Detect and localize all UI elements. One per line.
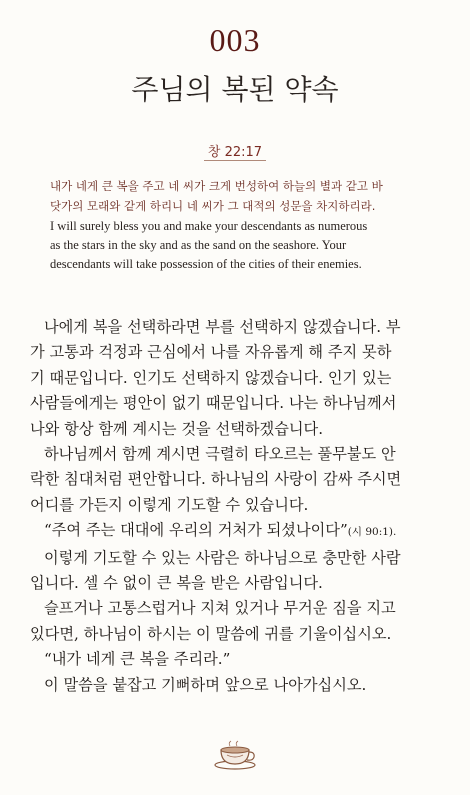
verse-english-line: as the stars in the sky and as the sand on the seashore. Your: [50, 238, 347, 252]
body-line: 나와 항상 함께 계시는 것을 선택하겠습니다.: [30, 419, 324, 438]
verse-english-line: descendants will take possession of the cities of their enemies.: [50, 257, 362, 271]
body-line: 슬프거나 고통스럽거나 지쳐 있거나 무거운 짐을 지고: [44, 599, 396, 618]
body-line: 사람들에게는 평안이 없기 때문입니다. 나는 하나님께서: [30, 394, 397, 413]
body-line: 이 말씀을 붙잡고 기뻐하며 앞으로 나아가십시오.: [44, 675, 367, 694]
coffee-cup-icon: [213, 740, 257, 770]
entry-number: 003: [209, 22, 261, 58]
body-line: 나에게 복을 선택하라면 부를 선택하지 않겠습니다. 부: [44, 318, 401, 336]
body-line: 어디를 가든지 이렇게 기도할 수 있습니다.: [30, 495, 309, 514]
body-text: [30, 315, 450, 698]
quote-text: “주여 주는 대대에 우리의 거처가 되셨나이다”: [44, 521, 348, 540]
body-line: 기 때문입니다. 인기도 선택하지 않겠습니다. 인기 있는: [30, 368, 392, 387]
psalm-citation: (시 90:1).: [347, 526, 397, 539]
scripture-reference: 창 22:17: [207, 145, 263, 160]
verse-korean-line: 닷가의 모래와 같게 하리니 네 씨가 그 대적의 성문을 차지하리라.: [50, 199, 376, 213]
reference-underline: [204, 160, 266, 161]
body-line: 가 고통과 걱정과 근심에서 나를 자유롭게 해 주지 못하: [30, 343, 392, 362]
verse-korean: [50, 176, 430, 216]
body-line: 있다면, 하나님이 하시는 이 말씀에 귀를 기울이십시오.: [30, 624, 392, 643]
body-line: 이렇게 기도할 수 있는 사람은 하나님으로 충만한 사람: [44, 548, 401, 567]
body-line: 입니다. 셀 수 없이 큰 복을 받은 사람입니다.: [30, 574, 323, 593]
quote-line: “내가 네게 큰 복을 주리라.”: [44, 650, 231, 669]
page-title: 주님의 복된 약속: [131, 73, 339, 106]
verse-korean-line: 내가 네게 큰 복을 주고 네 씨가 크게 번성하여 하늘의 별과 같고 바: [50, 179, 383, 193]
verse-english: [50, 217, 440, 274]
verse-english-line: I will surely bless you and make your descendants as numerous: [50, 219, 368, 233]
body-line: 하나님께서 함께 계시면 극렬히 타오르는 풀무불도 안: [44, 445, 396, 464]
body-line: 락한 침대처럼 편안합니다. 하나님의 사랑이 감싸 주시면: [30, 470, 402, 489]
quote-line: [30, 518, 450, 545]
